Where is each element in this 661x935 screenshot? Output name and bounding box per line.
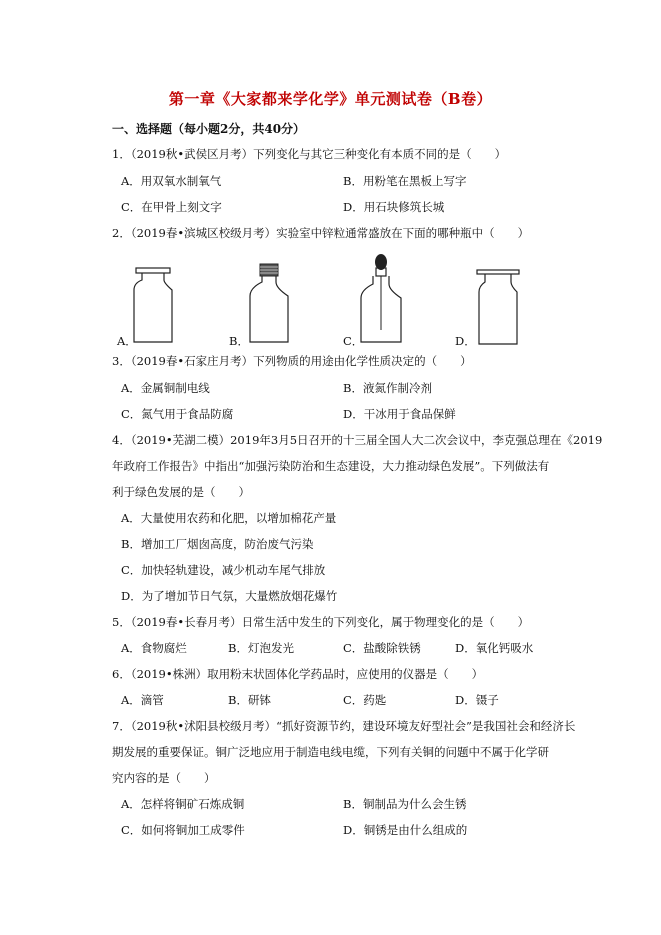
bottle-images-row: [0, 262, 661, 352]
section-heading: 一、选择题（每小题2分，共40分）: [112, 122, 306, 136]
q5-option-c: C．盐酸除铁锈: [343, 641, 421, 655]
q7-option-a: A．怎样将铜矿石炼成铜: [121, 797, 245, 811]
q1-option-c: C．在甲骨上刻文字: [121, 200, 222, 214]
q4-option-a: A．大量使用农药和化肥，以增加棉花产量: [121, 511, 337, 525]
q1-option-b: B．用粉笔在黑板上写字: [343, 174, 467, 188]
q2-option-b: B．: [229, 334, 249, 348]
q7-option-c: C．如何将铜加工成零件: [121, 823, 245, 837]
question-1-stem: 1．（2019秋•武侯区月考）下列变化与其它三种变化有本质不同的是（ ）: [112, 147, 507, 161]
q3-option-a: A．金属铜制电线: [121, 381, 210, 395]
question-2-stem: 2．（2019春•滨城区校级月考）实验室中锌粒通常盛放在下面的哪种瓶中（ ）: [112, 226, 530, 240]
question-4-stem-line-1: 4．（2019•芜湖二模）2019年3月5日召开的十三届全国人大二次会议中，李克强总理在《2019: [112, 433, 603, 447]
question-6-stem: 6．（2019•株洲）取用粉末状固体化学药品时，应使用的仪器是（ ）: [112, 667, 484, 681]
q2-option-d: D．: [455, 334, 476, 348]
wide-mouth-bottle-flat-lid-icon: [475, 268, 521, 346]
question-7-stem-line-1: 7．（2019秋•沭阳县校级月考）“抓好资源节约，建设环境友好型社会”是我国社会和经济长: [112, 719, 576, 733]
dropper-bottle-icon: [356, 252, 406, 344]
narrow-mouth-screw-cap-bottle-icon: [246, 262, 292, 344]
q4-option-c: C．加快轻轨建设，减少机动车尾气排放: [121, 563, 326, 577]
q1-option-a: A．用双氧水制氧气: [121, 174, 222, 188]
q7-option-b: B．铜制品为什么会生锈: [343, 797, 467, 811]
question-5-stem: 5．（2019春•长春月考）日常生活中发生的下列变化，属于物理变化的是（ ）: [112, 615, 530, 629]
q4-option-d: D．为了增加节日气氛，大量燃放烟花爆竹: [121, 589, 338, 603]
question-4-stem-line-2: 年政府工作报告》中指出“加强污染防治和生态建设，大力推动绿色发展”。下列做法有: [112, 459, 550, 473]
wide-mouth-bottle-glass-stopper-icon: [130, 266, 176, 344]
q3-option-d: D．干冰用于食品保鲜: [343, 407, 456, 421]
q4-option-b: B．增加工厂烟囱高度，防治废气污染: [121, 537, 314, 551]
q6-option-c: C．药匙: [343, 693, 387, 707]
q1-option-d: D．用石块修筑长城: [343, 200, 445, 214]
q5-option-d: D．氧化钙吸水: [455, 641, 534, 655]
q5-option-a: A．食物腐烂: [121, 641, 187, 655]
q2-option-c: C．: [343, 334, 364, 348]
q2-option-a: A．: [117, 334, 137, 348]
page-title: 第一章《大家都来学化学》单元测试卷（B卷）: [168, 90, 493, 108]
question-7-stem-line-3: 究内容的是（ ）: [112, 771, 216, 785]
question-7-stem-line-2: 期发展的重要保证。铜广泛地应用于制造电线电缆，下列有关铜的问题中不属于化学研: [112, 745, 549, 759]
q3-option-c: C．氮气用于食品防腐: [121, 407, 234, 421]
question-3-stem: 3．（2019春•石家庄月考）下列物质的用途由化学性质决定的（ ）: [112, 354, 472, 368]
q6-option-d: D．镊子: [455, 693, 499, 707]
question-4-stem-line-3: 利于绿色发展的是（ ）: [112, 485, 250, 499]
q7-option-d: D．铜锈是由什么组成的: [343, 823, 468, 837]
q5-option-b: B．灯泡发光: [228, 641, 294, 655]
q6-option-a: A．滴管: [121, 693, 164, 707]
q3-option-b: B．液氮作制冷剂: [343, 381, 432, 395]
q6-option-b: B．研钵: [228, 693, 271, 707]
